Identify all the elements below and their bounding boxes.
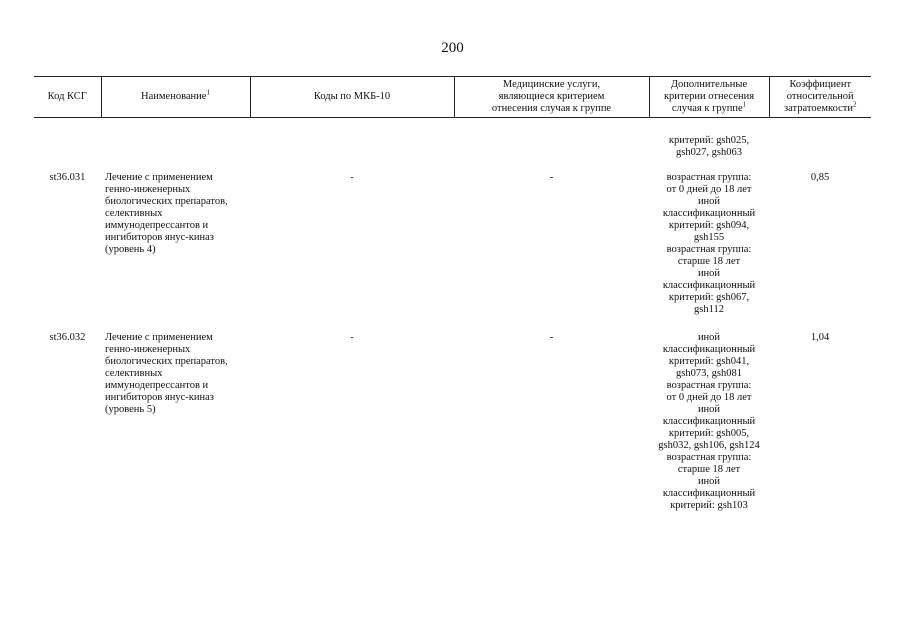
criteria-line: критерий: gsh041, [668,356,750,367]
name-line: биологических препаратов, [105,356,228,367]
name-line: иммунодепрессантов и [105,380,209,391]
criteria-line: иной [697,404,721,415]
criteria-line: иной [697,332,721,343]
name-line: селективных [105,208,163,219]
name-line: селективных [105,368,163,379]
table-row [34,316,871,512]
criteria-line: классификационный [662,488,756,499]
header-services [454,77,649,118]
header-code [34,77,101,118]
mkb-codes: - [350,172,354,183]
criteria-line: от 0 дней до 18 лет [666,184,752,195]
criteria-line: gsh073, gsh081 [676,368,742,379]
medical-services: - [549,332,554,343]
additional-criteria [649,159,769,316]
header-mkb [250,77,454,118]
criteria-line: возрастная группа: [666,452,752,463]
criteria-line: возрастная группа: [666,244,752,255]
header-criteria-line: критерии отнесения [663,91,755,102]
header-coef-line: относительной [786,91,854,102]
name-line: иммунодепрессантов и [105,220,209,231]
criteria-line: иной [697,268,721,279]
criteria-line: критерий: gsh103 [670,500,748,511]
header-criteria [649,77,769,118]
header-services-line: Медицинские услуги, [502,79,601,90]
cont-name-cell [101,118,250,160]
ksg-table [34,76,871,512]
ksg-code: st36.032 [49,332,86,343]
header-name [101,77,250,118]
continuation-row [34,118,871,160]
table-row [34,159,871,316]
criteria-line: критерий: gsh025, [668,135,750,146]
criteria-line: классификационный [662,416,756,427]
cont-mkb-cell [250,118,454,160]
ksg-name [101,159,250,316]
header-services-line: отнесения случая к группе [491,103,612,114]
header-criteria-footnote: 1 [742,100,747,109]
criteria-line: иной [697,476,721,487]
header-coef [769,77,871,118]
mkb-codes: - [350,332,354,343]
header-coef-footnote: 2 [852,100,857,109]
name-line: (уровень 5) [105,404,156,415]
header-name-footnote: 1 [206,88,210,97]
header-mkb-label: Коды по МКБ-10 [313,91,391,102]
table-header-row [34,77,871,118]
criteria-line: возрастная группа: [666,380,752,391]
name-line: Лечение с применением [105,332,213,343]
criteria-line: старше 18 лет [677,256,741,267]
criteria-line: gsh032, gsh106, gsh124 [658,440,760,451]
criteria-line: критерий: gsh005, [668,428,750,439]
criteria-line: старше 18 лет [677,464,741,475]
name-line: генно-инженерных [105,344,191,355]
name-line: Лечение с применением [105,172,213,183]
header-criteria-text: случая к группе [671,103,743,114]
name-line: генно-инженерных [105,184,191,195]
cont-services-cell [454,118,649,160]
additional-criteria [649,316,769,512]
criteria-line: gsh027, gsh063 [676,147,742,158]
cost-coefficient: 0,85 [810,172,830,183]
criteria-line: gsh112 [694,304,724,315]
name-line: биологических препаратов, [105,196,228,207]
criteria-line: критерий: gsh067, [668,292,750,303]
name-line: (уровень 4) [105,244,156,255]
header-coef-line: Коэффициент [789,79,852,90]
cont-code-cell [34,118,101,160]
header-services-line: являющиеся критерием [498,91,605,102]
page-number: 200 [441,40,464,56]
cont-criteria-cell [649,118,769,160]
ksg-code: st36.031 [49,172,86,183]
criteria-line: классификационный [662,208,756,219]
cont-coef-cell [769,118,871,160]
header-criteria-line: Дополнительные [670,79,748,90]
criteria-line: возрастная группа: [666,172,752,183]
criteria-line: классификационный [662,280,756,291]
header-criteria-line-last [654,100,765,115]
header-coef-line-last [774,100,868,115]
header-name-label: Наименование [141,91,207,102]
criteria-line: gsh155 [693,232,725,243]
medical-services: - [549,172,554,183]
name-line: ингибиторов янус-киназ [105,232,214,243]
criteria-line: иной [697,196,721,207]
name-line: ингибиторов янус-киназ [105,392,214,403]
header-coef-text: затратоемкости [784,103,853,114]
criteria-line: от 0 дней до 18 лет [666,392,752,403]
header-code-label: Код КСГ [47,91,87,102]
ksg-name [101,316,250,512]
criteria-line: классификационный [662,344,756,355]
cost-coefficient: 1,04 [810,332,830,343]
criteria-line: критерий: gsh094, [668,220,750,231]
